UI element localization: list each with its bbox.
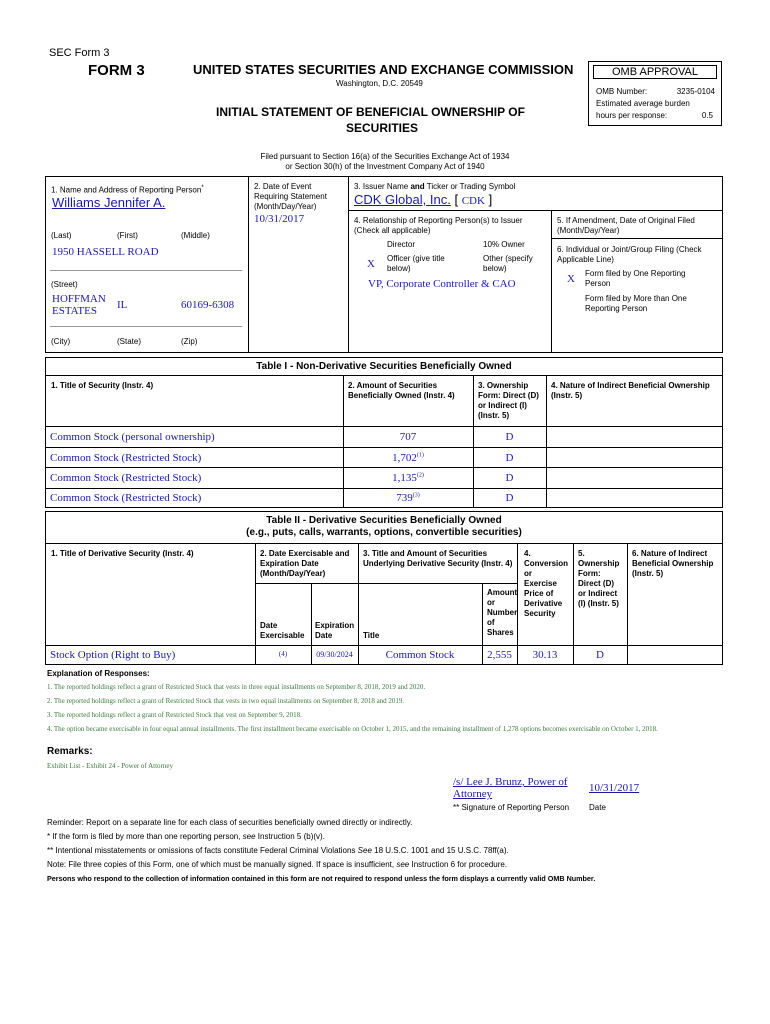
state-value: IL [117, 299, 128, 311]
derivative-title: Stock Option (Right to Buy) [50, 649, 176, 661]
security-title: Common Stock (Restricted Stock) [50, 472, 202, 484]
omb-approval-box [588, 61, 722, 126]
security-amount: 1,702$^{(1)}$ [392, 452, 424, 464]
underlying-security: Common Stock [385, 649, 455, 661]
footnote-2: 2. The reported holdings reflect a grant of Restricted Stock that vests in two equal installments on September 8, 2018 and 2019. [47, 697, 405, 705]
table1-col3-header: 3. Ownership Form: Direct (D) or Indirect (I) (Instr. 5) [478, 381, 539, 420]
omb-notice: Persons who respond to the collection of information contained in this form are not required to respond unless the form displays a currently valid OMB Number. [47, 874, 596, 883]
sec-form-label: SEC Form 3 [49, 47, 110, 59]
city-label: (City) [51, 337, 71, 346]
table1-col2-header: 2. Amount of Securities Beneficially Owned (Instr. 4) [348, 381, 455, 400]
omb-number-value: 3235-0104 [676, 87, 715, 96]
omb-heading: OMB APPROVAL [593, 65, 717, 79]
security-title: Common Stock (Restricted Stock) [50, 452, 202, 464]
security-amount: 1,135$^{(2)}$ [392, 472, 424, 484]
last-label: (Last) [51, 231, 72, 240]
copies-note: Note: File three copies of this Form, one of which must be manually signed. If space is insufficient, see Instruction 6 for procedure. [47, 860, 508, 869]
omb-hours-label: hours per response: [596, 111, 668, 120]
omb-hours-value: 0.5 [701, 111, 713, 120]
security-amount: 739$^{(3)}$ [396, 492, 420, 504]
form-title-line2: SECURITIES [346, 121, 419, 135]
date-exercisable: (4) [278, 650, 288, 658]
street-value: 1950 HASSELL ROAD [52, 246, 159, 258]
omb-number-label: OMB Number: [596, 87, 648, 96]
box2-label: 2. Date of Event Requiring Statement (Month/Day/Year) [254, 182, 327, 211]
underlying-title-header: Title [363, 631, 380, 640]
table2-col1-header: 1. Title of Derivative Security (Instr. 4) [51, 549, 194, 558]
table2-col5-header: 5. Ownership Form: Direct (D) or Indirect (I) (Instr. 5) [578, 549, 620, 608]
event-date: 10/31/2017 [254, 213, 305, 225]
expiration-date: 09/30/2024 [316, 650, 353, 659]
remarks-heading: Remarks: [47, 746, 93, 757]
director-option: Director [387, 240, 416, 249]
officer-option: Officer (give title below) [387, 254, 445, 273]
signature-label: ** Signature of Reporting Person [453, 803, 570, 812]
ticker-symbol: CDK [461, 195, 485, 207]
multi-person-option: Form filed by More than One Reporting Person [585, 294, 687, 313]
filed-pursuant-line2: or Section 30(h) of the Investment Company Act of 1940 [285, 162, 485, 171]
table1-col1-header: 1. Title of Security (Instr. 4) [51, 381, 154, 390]
footnote-3: 3. The reported holdings reflect a grant of Restricted Stock that vest on September 9, 2018. [47, 711, 302, 719]
zip-label: (Zip) [181, 337, 198, 346]
box5-label: 5. If Amendment, Date of Original Filed (Month/Day/Year) [557, 216, 695, 235]
owner-option: 10% Owner [483, 240, 525, 249]
box1-label: 1. Name and Address of Reporting Person* [51, 185, 204, 195]
ownership-form: D [505, 431, 514, 443]
security-amount: 707 [399, 431, 417, 443]
security-title: Common Stock (personal ownership) [50, 431, 215, 443]
commission-title: UNITED STATES SECURITIES AND EXCHANGE COMMISSION [193, 62, 574, 77]
date-exercisable-header: Date Exercisable [260, 621, 305, 640]
ownership-form: D [505, 492, 514, 504]
street-label: (Street) [51, 280, 78, 289]
issuer-name-row: CDK Global, Inc. [ CDK ] [354, 192, 493, 207]
form-number: FORM 3 [88, 62, 145, 79]
table1-title: Table I - Non-Derivative Securities Beneficially Owned [256, 361, 512, 372]
derivative-ownership-form: D [596, 649, 604, 661]
remarks-text: Exhibit List - Exhibit 24 - Power of Attorney [47, 762, 173, 770]
misstatement-note: ** Intentional misstatements or omissions of facts constitute Federal Criminal Violations See 18 U.S.C. 1001 and 15 U.S.C. 78ff(a). [47, 846, 509, 855]
other-option: Other (specify below) [483, 254, 533, 273]
table1-col4-header: 4. Nature of Indirect Beneficial Ownership (Instr. 5) [551, 381, 710, 400]
star-note: * If the form is filed by more than one reporting person, see Instruction 5 (b)(v). [47, 832, 325, 841]
box3-label: 3. Issuer Name and Ticker or Trading Symbol [354, 182, 516, 191]
date-label: Date [589, 803, 606, 812]
state-label: (State) [117, 337, 142, 346]
one-person-option: Form filed by One Reporting Person [585, 269, 686, 288]
officer-title: VP, Corporate Controller & CAO [368, 278, 516, 290]
issuer-name-link[interactable]: CDK Global, Inc. [354, 192, 451, 207]
box6-label: 6. Individual or Joint/Group Filing (Check Applicable Line) [557, 245, 702, 264]
commission-location: Washington, D.C. 20549 [336, 79, 423, 88]
underlying-shares: 2,555 [487, 649, 512, 661]
filed-pursuant-line1: Filed pursuant to Section 16(a) of the Securities Exchange Act of 1934 [260, 152, 510, 161]
form-title-line1: INITIAL STATEMENT OF BENEFICIAL OWNERSHIP OF [216, 105, 525, 119]
box4-label: 4. Relationship of Reporting Person(s) to Issuer (Check all applicable) [354, 216, 523, 235]
city-value: HOFFMAN ESTATES [52, 293, 106, 317]
zip-value: 60169-6308 [181, 299, 235, 311]
one-person-check-mark: X [567, 273, 575, 285]
ownership-form: D [505, 452, 514, 464]
omb-burden-label: Estimated average burden [596, 99, 690, 108]
footnote-1: 1. The reported holdings reflect a grant of Restricted Stock that vests in three equal installments on September 8, 2018, 2019 and 2020. [47, 683, 426, 691]
first-label: (First) [117, 231, 138, 240]
officer-check-mark: X [367, 258, 375, 270]
amount-shares-header: Amount or Number of Shares [487, 588, 518, 637]
reporting-person-name[interactable]: Williams Jennifer A. [52, 195, 166, 210]
table2-col4-header: 4. Conversion or Exercise Price of Derivative Security [524, 549, 569, 618]
signature-value: /s/ Lee J. Brunz, Power of Attorney [453, 776, 568, 800]
table2-title: Table II - Derivative Securities Beneficially Owned (e.g., puts, calls, warrants, options, convertible securities) [246, 515, 522, 538]
footnote-4: 4. The option became exercisable in four equal annual installments. The first installment became exercisable on October 1, 2015, and the remaining installment of 1,278 options becomes exercisable on October 1, 2018. [47, 725, 658, 733]
ownership-form: D [505, 472, 514, 484]
middle-label: (Middle) [181, 231, 210, 240]
security-title: Common Stock (Restricted Stock) [50, 492, 202, 504]
exercise-price: 30.13 [532, 649, 558, 661]
reminder-text: Reminder: Report on a separate line for each class of securities beneficially owned directly or indirectly. [47, 818, 413, 827]
table2-col6-header: 6. Nature of Indirect Beneficial Ownership (Instr. 5) [632, 549, 714, 578]
signature-date: 10/31/2017 [589, 782, 640, 794]
table2-col3-header: 3. Title and Amount of Securities Underlying Derivative Security (Instr. 4) [363, 549, 513, 568]
table2-col2-header: 2. Date Exercisable and Expiration Date (Month/Day/Year) [260, 549, 350, 578]
explanation-heading: Explanation of Responses: [47, 669, 150, 678]
expiration-date-header: Expiration Date [315, 621, 355, 640]
